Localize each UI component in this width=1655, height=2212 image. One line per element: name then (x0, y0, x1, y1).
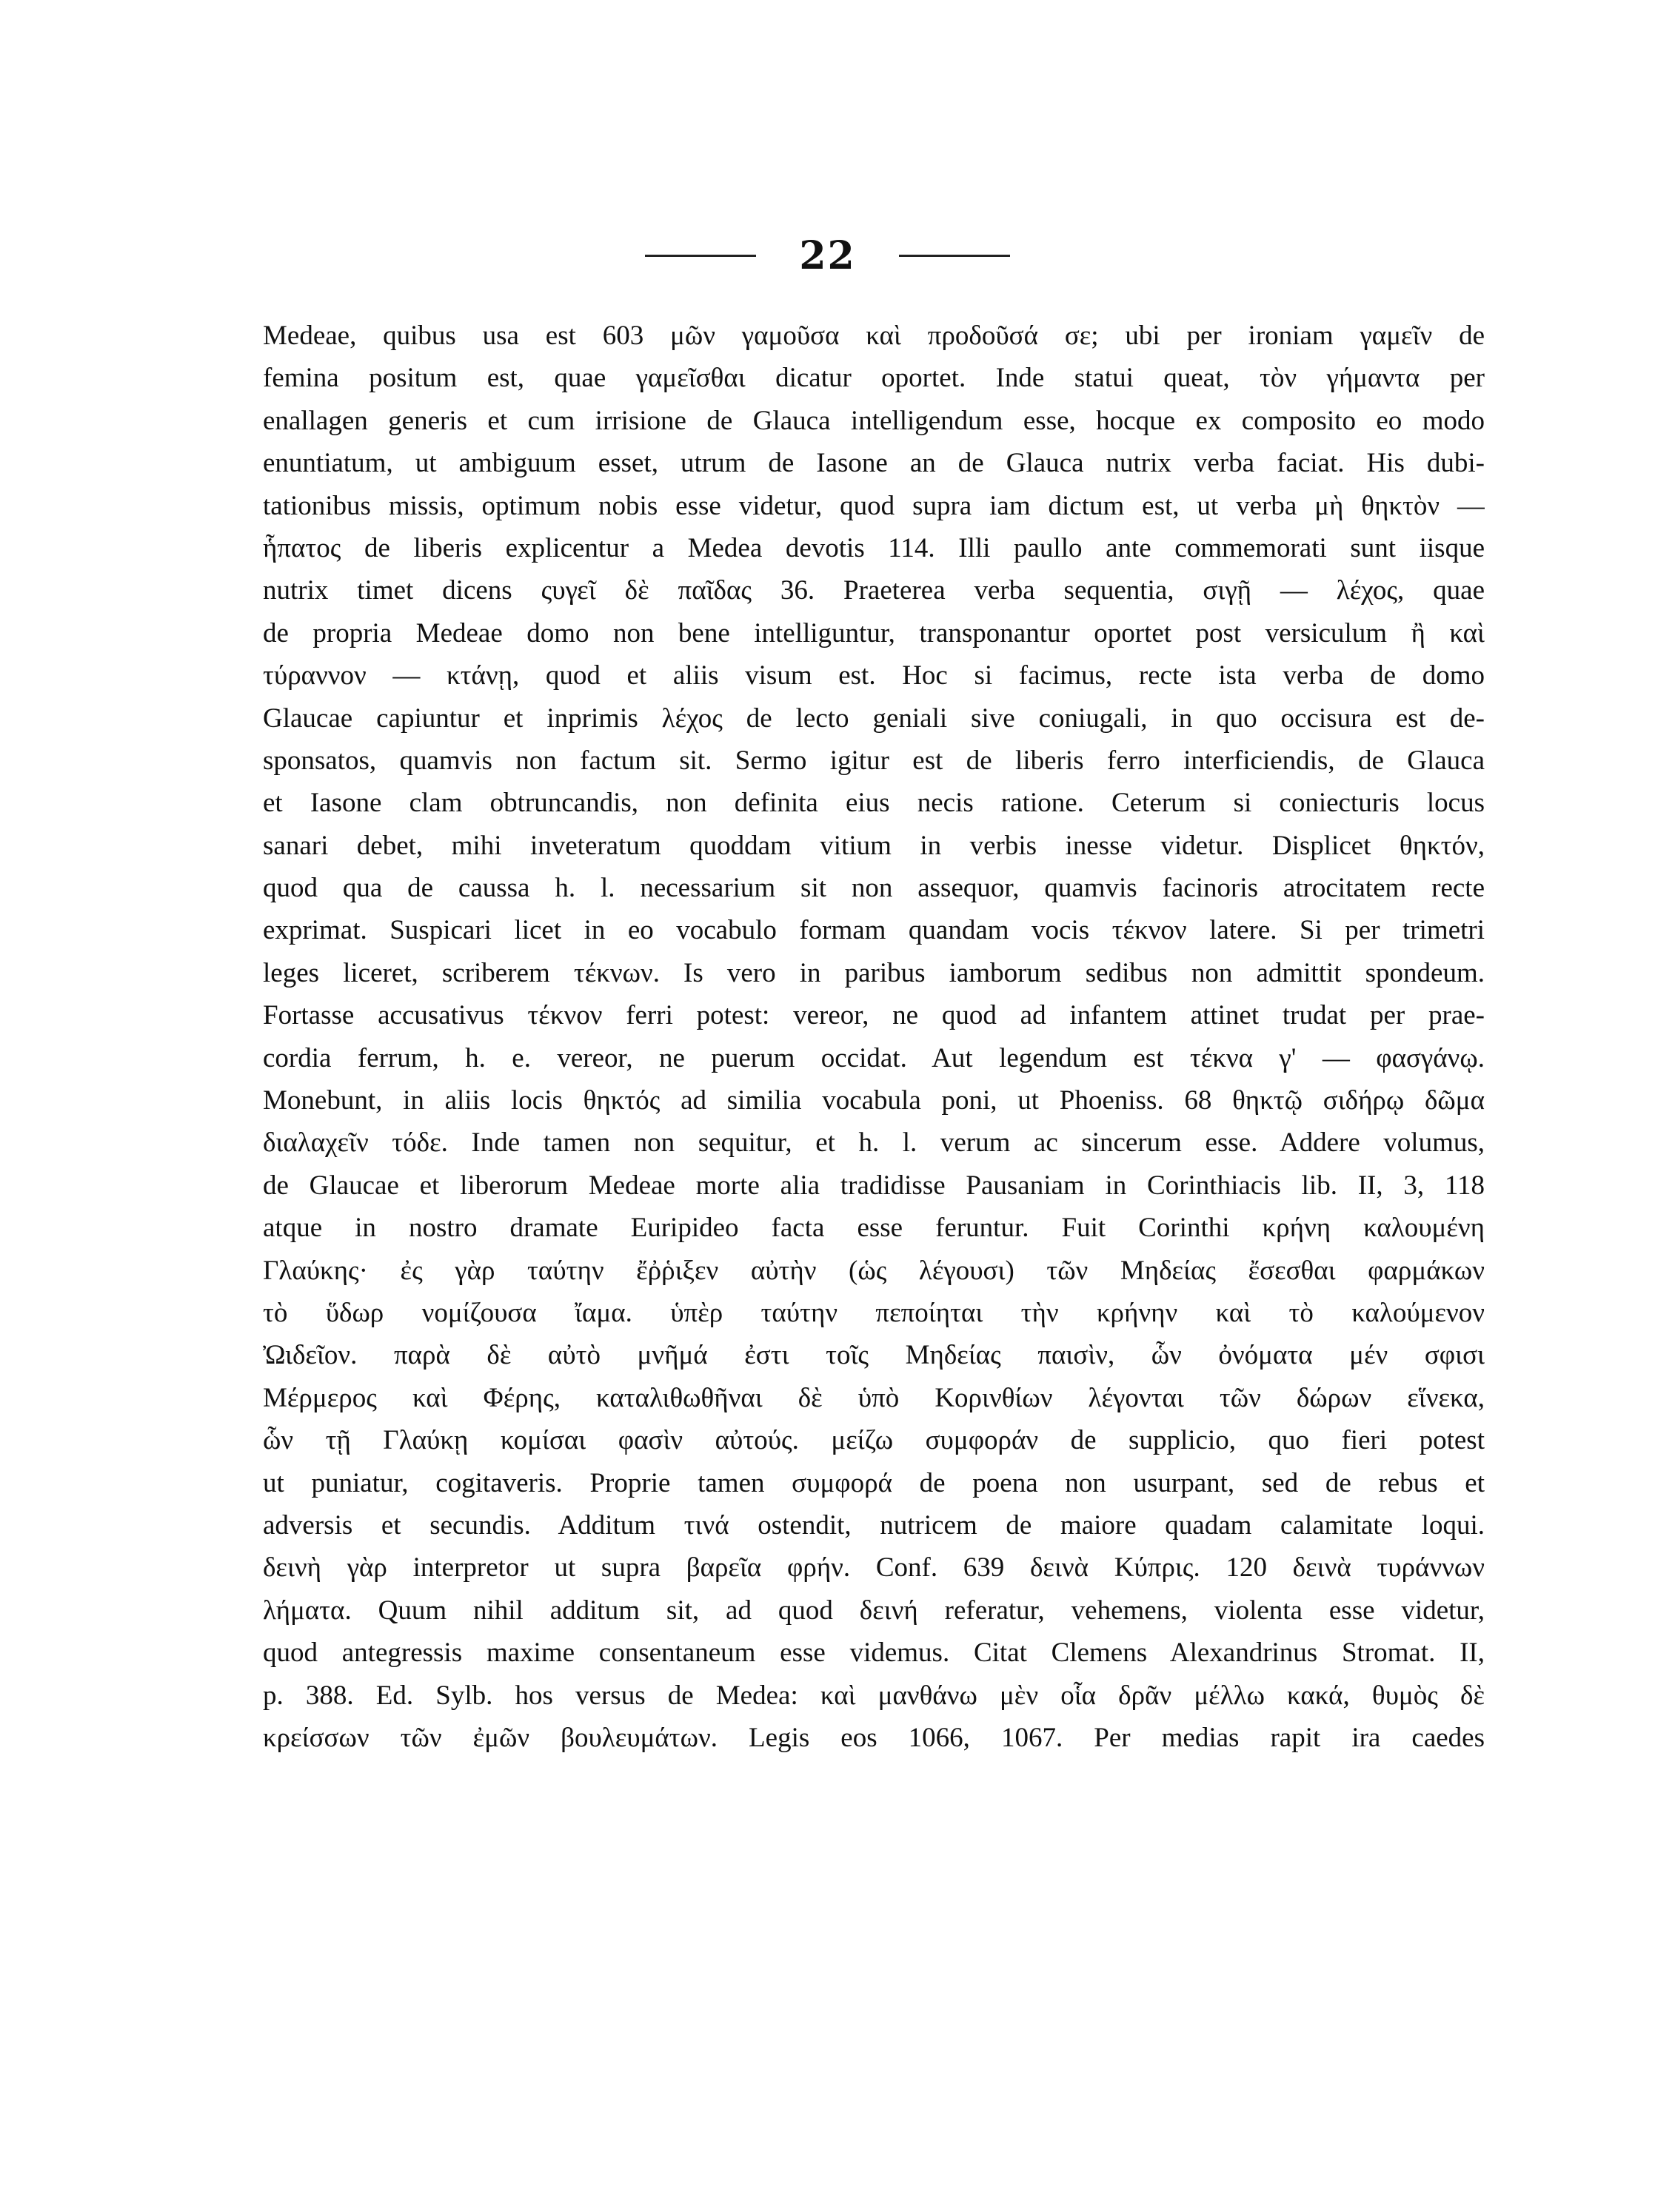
page-number: 22 (799, 232, 856, 278)
text-line: Glaucae capiuntur et inprimis λέχος de lecto geniali sive coniugali, in quo occisura est de- (263, 703, 1485, 734)
text-line: Medeae, quibus usa est 603 μῶν γαμοῦσα καὶ προδοῦσά σε; ubi per ironiam γαμεῖν de (263, 321, 1485, 351)
text-line: p. 388. Ed. Sylb. hos versus de Medea: καὶ μανθάνω μὲν οἷα δρᾶν μέλλω κακά, θυμὸς δὲ (263, 1680, 1485, 1711)
text-line: τὸ ὕδωρ νομίζουσα ἴαμα. ὑπὲρ ταύτην πεποίηται τὴν κρήνην καὶ τὸ καλούμενον (263, 1297, 1485, 1328)
text-line: ὧν τῇ Γλαύκῃ κομίσαι φασὶν αὐτούς. μείζω συμφοράν de supplicio, quo fieri potest (263, 1425, 1485, 1456)
text-line: sanari debet, mihi inveteratum quoddam vitium in verbis inesse videtur. Displicet θηκτόν, (263, 830, 1485, 861)
header-rule-left (645, 255, 756, 257)
text-line: exprimat. Suspicari licet in eo vocabulo formam quandam vocis τέκνον latere. Si per trimetri (263, 915, 1485, 946)
text-line: atque in nostro dramate Euripideo facta esse feruntur. Fuit Corinthi κρήνη καλουμένη (263, 1213, 1485, 1244)
text-line: κρείσσων τῶν ἐμῶν βουλευμάτων. Legis eos 1066, 1067. Per medias rapit ira caedes (263, 1722, 1485, 1753)
text-line: τύραννον — κτάνῃ, quod et aliis visum est. Hoc si facimus, recte ista verba de domo (263, 660, 1485, 691)
text-line: enallagen generis et cum irrisione de Glauca intelligendum esse, hocque ex composito eo modo (263, 405, 1485, 436)
text-line: Μέρμερος καὶ Φέρης, καταλιθωθῆναι δὲ ὑπὸ Κορινθίων λέγονται τῶν δώρων εἵνεκα, (263, 1382, 1485, 1413)
text-line: femina positum est, quae γαμεῖσθαι dicatur oportet. Inde statui queat, τὸν γήμαντα per (263, 363, 1485, 394)
text-line: nutrix timet dicens ςυγεῖ δὲ παῖδας 36. Praeterea verba sequentia, σιγῇ — λέχος, quae (263, 575, 1485, 606)
header-rule-right (899, 255, 1010, 257)
text-line: tationibus missis, optimum nobis esse videtur, quod supra iam dictum est, ut verba μὴ θηκτὸν — (263, 490, 1485, 521)
text-line: de Glaucae et liberorum Medeae morte alia tradidisse Pausaniam in Corinthiacis lib. II, 3, 118 (263, 1170, 1485, 1201)
text-line: quod antegressis maxime consentaneum esse videmus. Citat Clemens Alexandrinus Stromat. II, (263, 1638, 1485, 1669)
text-line: Fortasse accusativus τέκνον ferri potest: vereor, ne quod ad infantem attinet trudat per prae- (263, 1000, 1485, 1031)
text-line: quod qua de caussa h. l. necessarium sit non assequor, quamvis facinoris atrocitatem recte (263, 873, 1485, 904)
body-text (263, 315, 1485, 1759)
text-line: et Iasone clam obtruncandis, non definita eius necis ratione. Ceterum si coniecturis locus (263, 788, 1485, 819)
text-line: de propria Medeae domo non bene intelliguntur, transponantur oportet post versiculum ἢ καὶ (263, 617, 1485, 648)
text-line: sponsatos, quamvis non factum sit. Sermo igitur est de liberis ferro interficiendis, de Glauca (263, 745, 1485, 776)
text-line: λήματα. Quum nihil additum sit, ad quod δεινή referatur, vehemens, violenta esse videtur, (263, 1595, 1485, 1626)
text-line: adversis et secundis. Additum τινά ostendit, nutricem de maiore quadam calamitate loqui. (263, 1509, 1485, 1541)
text-line: ἧπατος de liberis explicentur a Medea devotis 114. Illi paullo ante commemorati sunt iisque (263, 532, 1485, 563)
text-line: leges liceret, scriberem τέκνων. Is vero in paribus iamborum sedibus non admittit spondeum. (263, 957, 1485, 988)
text-line: cordia ferrum, h. e. vereor, ne puerum occidat. Aut legendum est τέκνα γ' — φασγάνῳ. (263, 1042, 1485, 1073)
text-line: ut puniatur, cogitaveris. Proprie tamen συμφορά de poena non usurpant, sed de rebus et (263, 1467, 1485, 1498)
text-line: Ὠιδεῖον. παρὰ δὲ αὐτὸ μνῆμά ἐστι τοῖς Μηδείας παισὶν, ὧν ὀνόματα μέν σφισι (263, 1340, 1485, 1371)
text-line: διαλαχεῖν τόδε. Inde tamen non sequitur, et h. l. verum ac sincerum esse. Addere volumus, (263, 1127, 1485, 1159)
page-header (0, 229, 1655, 281)
text-line: Γλαύκης· ἐς γὰρ ταύτην ἔῤῥιξεν αὐτὴν (ὡς λέγουσι) τῶν Μηδείας ἔσεσθαι φαρμάκων (263, 1255, 1485, 1286)
text-line: Monebunt, in aliis locis θηκτός ad similia vocabula poni, ut Phoeniss. 68 θηκτῷ σιδήρῳ δῶμα (263, 1085, 1485, 1116)
text-line: δεινὴ γὰρ interpretor ut supra βαρεῖα φρήν. Conf. 639 δεινὰ Κύπρις. 120 δεινὰ τυράννων (263, 1552, 1485, 1583)
text-line: enuntiatum, ut ambiguum esset, utrum de Iasone an de Glauca nutrix verba faciat. His dubi- (263, 448, 1485, 479)
